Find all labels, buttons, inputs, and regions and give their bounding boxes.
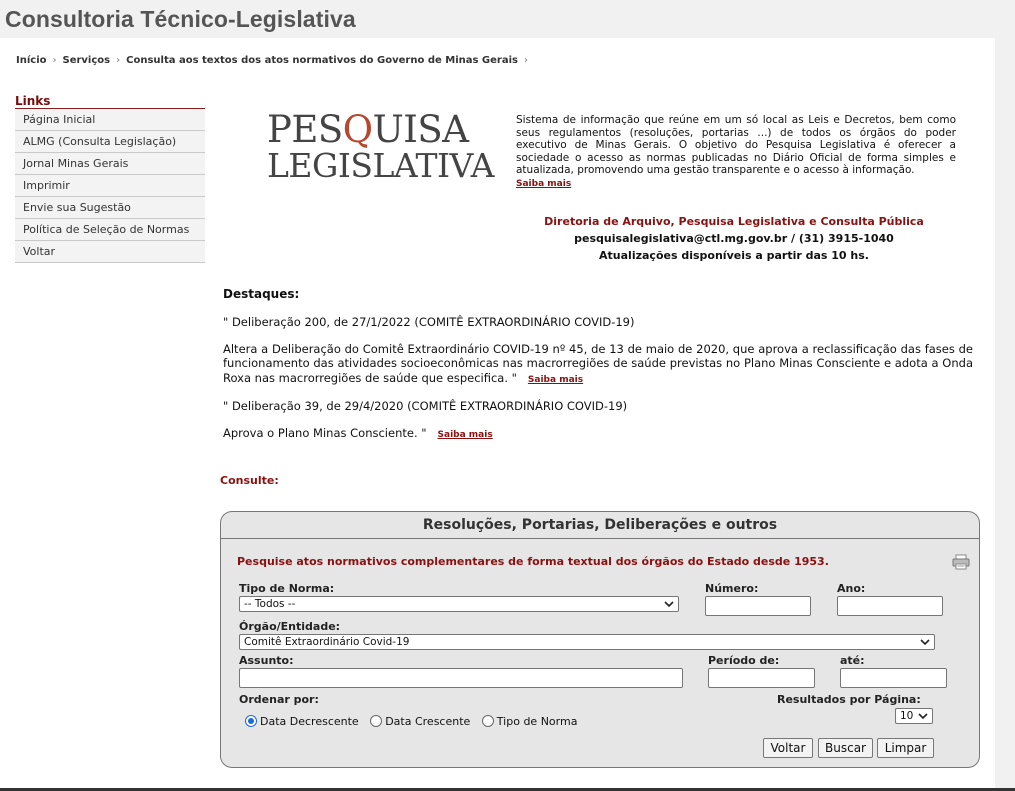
print-icon[interactable] (952, 554, 970, 570)
highlight-more-link[interactable]: Saiba mais (527, 374, 584, 385)
logo-text: UISA (372, 108, 469, 151)
tipo-norma-select[interactable] (239, 596, 679, 612)
breadcrumb-inicio[interactable]: Início (16, 55, 47, 66)
radio-indicator[interactable] (482, 715, 494, 727)
search-form-title: Resoluções, Portarias, Deliberações e outros (221, 512, 979, 539)
intro-body: Sistema de informação que reúne em um só local as Leis e Decretos, bem como seus regulamentos (resoluções, portarias ...) de todos os órgãos do poder executivo de Minas Gerais. O objetivo do Pesquisa Legislativa é oferecer a sociedade o acesso as normas publicadas no Diário Oficial de forma simples e atualizada, promovendo uma gestão transparente e o acesso à informação. (516, 114, 956, 177)
directorate-contact: pesquisalegislativa@ctl.mg.gov.br / (31) 3915-1040 (574, 232, 894, 245)
radio-data-decrescente[interactable] (245, 715, 359, 728)
highlight-summary-text: Altera a Deliberação do Comitê Extraordinário COVID-19 nº 45, de 13 de maio de 2020, que aprova a reclassificação das fases de funcionamento das atividades socioeconômicas nas macrorregiões de saúde previstas no Plano Minas Consciente e adota a Onda Roxa nas macrorregiões de saúde que especifica. " (223, 341, 973, 385)
sidebar-links (15, 108, 205, 263)
results-per-page-value: 10 (900, 710, 914, 722)
site-title: Consultoria Técnico-Legislativa (5, 6, 356, 32)
ate-input[interactable] (840, 668, 947, 688)
highlight-more-link[interactable]: Saiba mais (437, 429, 493, 440)
numero-label: Número: (705, 582, 759, 595)
chevron-down-icon (917, 710, 929, 722)
ate-label: até: (840, 654, 865, 667)
sidebar-title: Links (15, 94, 51, 108)
directorate-info (495, 213, 973, 264)
breadcrumb-separator: › (52, 55, 57, 66)
results-per-page-label: Resultados por Página: (777, 693, 921, 706)
logo-text: PES (267, 108, 343, 151)
radio-tipo-norma[interactable] (482, 715, 578, 728)
tipo-norma-value: -- Todos -- (244, 598, 296, 610)
consult-label: Consulte: (220, 474, 279, 487)
radio-label: Tipo de Norma (496, 715, 578, 728)
orgao-value: Comitê Extraordinário Covid-19 (244, 636, 410, 648)
logo-text: LATIVA (372, 146, 494, 185)
order-label: Ordenar por: (239, 693, 319, 706)
sidebar-item-sugestao[interactable]: Envie sua Sugestão (15, 197, 205, 219)
highlight-heading: " Deliberação 200, de 27/1/2022 (COMITÊ EXTRAORDINÁRIO COVID-19) (223, 315, 635, 329)
intro-more-link[interactable]: Saiba mais (516, 178, 572, 189)
search-form (220, 511, 980, 768)
directorate-name: Diretoria de Arquivo, Pesquisa Legislativa e Consulta Pública (544, 215, 924, 228)
main-content (0, 38, 995, 788)
highlight-heading: " Deliberação 39, de 29/4/2020 (COMITÊ EXTRAORDINÁRIO COVID-19) (223, 399, 628, 413)
highlights-title: Destaques: (223, 287, 300, 301)
highlight-summary (223, 342, 973, 388)
breadcrumb-servicos[interactable]: Serviços (62, 55, 111, 66)
radio-indicator[interactable] (370, 715, 382, 727)
highlight-summary (223, 426, 973, 443)
breadcrumb-separator: › (116, 55, 121, 66)
results-per-page-select[interactable] (895, 708, 933, 724)
chevron-down-icon (919, 636, 931, 648)
directorate-updates: Atualizações disponíveis a partir das 10 hs. (599, 249, 869, 262)
logo-line-1 (267, 108, 468, 151)
radio-label: Data Decrescente (260, 715, 359, 728)
sidebar-item-almg[interactable]: ALMG (Consulta Legislação) (15, 131, 205, 153)
chevron-down-icon (663, 598, 675, 610)
intro-text (516, 114, 956, 191)
pesquisa-legislativa-logo (267, 108, 494, 188)
sidebar-item-jornal[interactable]: Jornal Minas Gerais (15, 153, 205, 175)
orgao-select[interactable] (239, 634, 935, 650)
radio-selected-indicator[interactable] (245, 715, 257, 727)
sidebar-item-voltar[interactable]: Voltar (15, 241, 205, 263)
site-header (0, 0, 1015, 38)
highlights (223, 287, 973, 454)
clear-button[interactable]: Limpar (877, 738, 934, 758)
logo-text: LEGIS (267, 146, 373, 185)
sidebar-item-politica[interactable]: Política de Seleção de Normas (15, 219, 205, 241)
sidebar-item-imprimir[interactable]: Imprimir (15, 175, 205, 197)
ano-label: Ano: (837, 582, 866, 595)
order-radio-group (245, 715, 585, 728)
breadcrumb-consulta[interactable]: Consulta aos textos dos atos normativos do Governo de Minas Gerais (126, 55, 518, 66)
search-button[interactable]: Buscar (818, 738, 873, 758)
numero-input[interactable] (705, 596, 811, 616)
logo-line-2 (267, 146, 494, 185)
search-form-description: Pesquise atos normativos complementares de forma textual dos órgãos do Estado desde 1953. (237, 555, 829, 568)
radio-data-crescente[interactable] (370, 715, 470, 728)
back-button[interactable]: Voltar (763, 738, 813, 758)
radio-label: Data Crescente (385, 715, 471, 728)
ano-input[interactable] (837, 596, 943, 616)
breadcrumb (16, 55, 534, 66)
assunto-label: Assunto: (239, 654, 294, 667)
assunto-input[interactable] (239, 668, 683, 688)
breadcrumb-separator: › (523, 55, 528, 66)
periodo-de-input[interactable] (708, 668, 815, 688)
highlight-summary-text: Aprova o Plano Minas Consciente. " (223, 425, 427, 440)
logo-q-accent: Q (342, 108, 373, 151)
orgao-label: Órgão/Entidade: (239, 620, 341, 633)
periodo-label: Período de: (708, 654, 780, 667)
tipo-norma-label: Tipo de Norma: (239, 582, 335, 595)
sidebar-item-pagina-inicial[interactable]: Página Inicial (15, 109, 205, 131)
